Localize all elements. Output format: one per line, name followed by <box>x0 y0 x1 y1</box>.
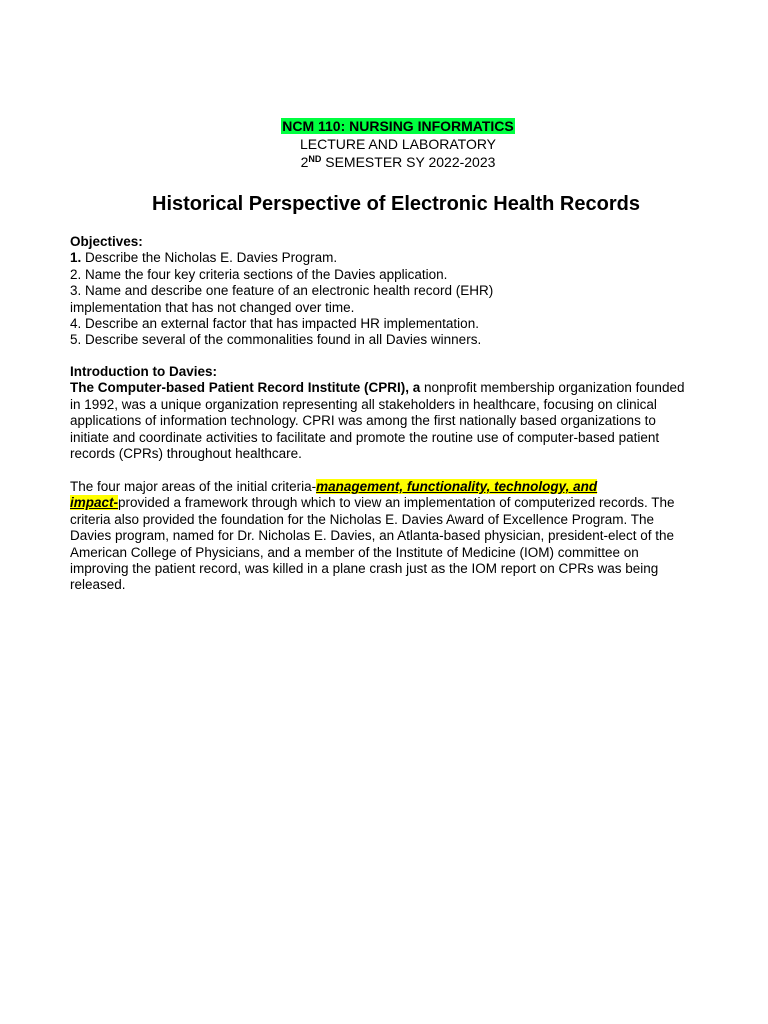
paragraph-line: released. <box>70 577 126 593</box>
objective-item: 1. Describe the Nicholas E. Davies Program. <box>70 250 338 266</box>
criteria-highlight: management, functionality, technology, and <box>316 479 598 494</box>
paragraph-line: improving the patient record, was killed in a plane crash just as the IOM report on CPRs was being <box>70 561 659 577</box>
course-title: NCM 110: NURSING INFORMATICS <box>282 118 514 134</box>
paragraph-line: criteria also provided the foundation for the Nicholas E. Davies Award of Excellence Program. The <box>70 511 655 527</box>
objectives-section <box>70 234 730 349</box>
paragraph-line: Davies program, named for Dr. Nicholas E. Davies, an Atlanta-based physician, president-elect of the <box>70 528 675 544</box>
paragraph-line: The four major areas of the initial criteria-management, functionality, technology, and <box>70 479 598 494</box>
paragraph-line: initiate and coordinate activities to facilitate and promote the routine use of computer-based patient <box>70 429 660 445</box>
objective-item: 4. Describe an external factor that has impacted HR implementation. <box>70 316 479 332</box>
objective-item: 5. Describe several of the commonalities found in all Davies winners. <box>70 332 482 348</box>
introduction-heading: Introduction to Davies: <box>70 364 218 379</box>
document-header <box>0 117 768 171</box>
objectives-heading: Objectives: <box>70 234 143 249</box>
introduction-section <box>70 364 730 462</box>
paragraph-line: American College of Physicians, and a member of the Institute of Medicine (IOM) committee on <box>70 544 639 560</box>
paragraph-line: in 1992, was a unique organization representing all stakeholders in healthcare, focusing on clinical <box>70 396 657 412</box>
document-title: Historical Perspective of Electronic Health Records <box>152 193 640 215</box>
paragraph-line: impact-provided a framework through which to view an implementation of computerized records. The <box>70 495 675 511</box>
cpri-lead: The Computer-based Patient Record Institute (CPRI), a <box>70 380 421 396</box>
paragraph-line: applications of information technology. CPRI was among the first nationally based organizations to <box>70 413 656 429</box>
semester-line: 2ND SEMESTER SY 2022-2023 <box>300 154 496 170</box>
semester-superscript: ND <box>308 154 322 164</box>
criteria-paragraph <box>70 479 730 594</box>
course-subtitle: LECTURE AND LABORATORY <box>299 136 497 152</box>
paragraph-line: records (CPRs) throughout healthcare. <box>70 446 302 462</box>
paragraph-line: The Computer-based Patient Record Institute (CPRI), a nonprofit membership organization founded <box>70 380 685 396</box>
criteria-highlight: impact- <box>70 495 119 511</box>
objective-item-continuation: implementation that has not changed over time. <box>70 299 355 315</box>
objective-item: 2. Name the four key criteria sections of the Davies application. <box>70 266 448 282</box>
objective-item: 3. Name and describe one feature of an electronic health record (EHR) <box>70 283 494 299</box>
